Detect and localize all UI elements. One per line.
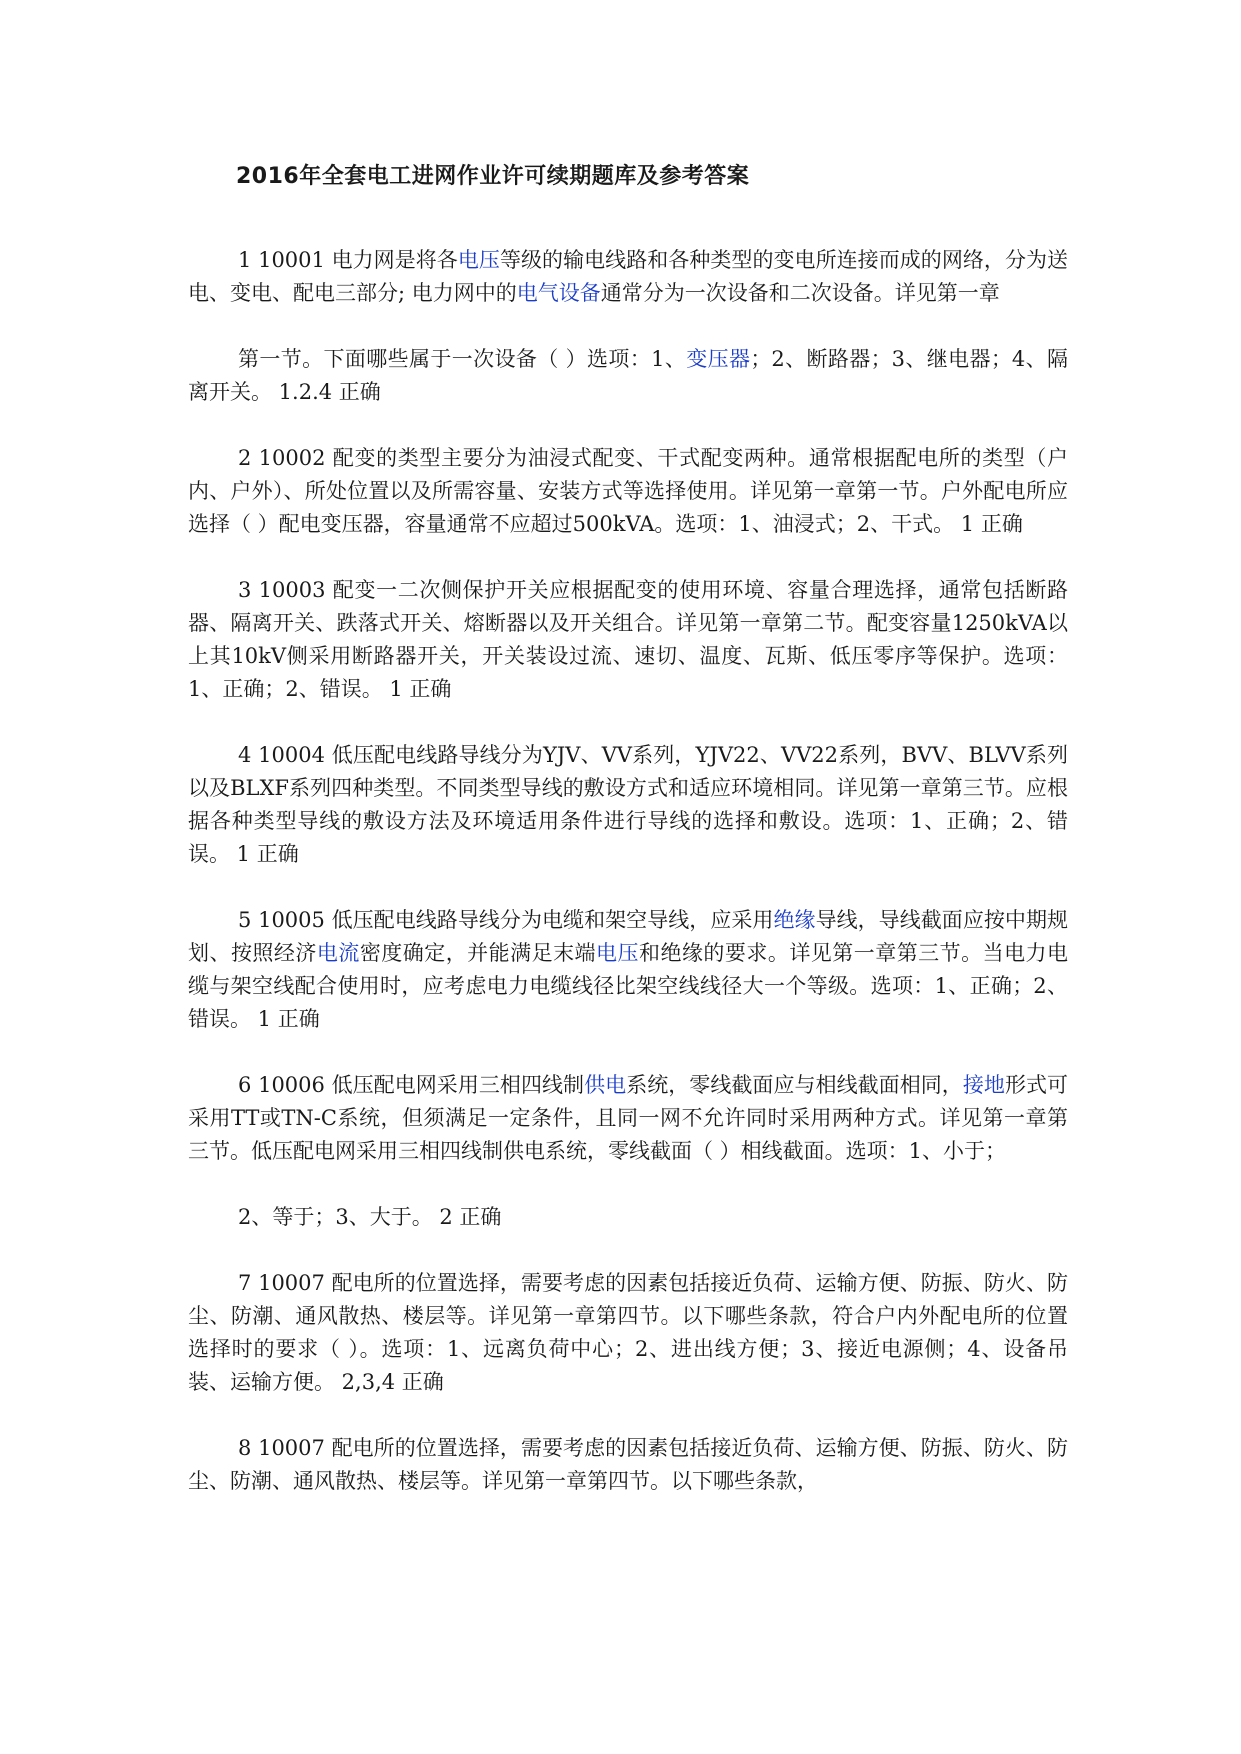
term-link[interactable]: 供电	[584, 1073, 627, 1097]
term-link[interactable]: 电压	[457, 248, 500, 272]
term-link[interactable]: 电流	[316, 941, 360, 965]
paragraph-text: 系统，零线截面应与相线截面相同，	[626, 1073, 963, 1097]
term-link[interactable]: 变压器	[686, 347, 751, 371]
term-link[interactable]: 电气设备	[516, 281, 601, 305]
paragraph-text: 密度确定，并能满足末端	[359, 941, 597, 965]
question-paragraph	[188, 739, 1068, 871]
paragraph-text: 1 10001 电力网是将各	[238, 248, 458, 272]
paragraph-text: ；2、断路器；3、继电器；4、隔离开关。 1.2.4 正确	[188, 347, 1068, 404]
paragraph-text: 7 10007 配电所的位置选择，需要考虑的因素包括接近负荷、运输方便、防振、防火、防尘、防潮、通风散热、楼层等。详见第一章第四节。以下哪些条款，符合户内外配电所的位置选择时的要求（ ）。选项：1、远离负荷中心；2、进出线方便；3、接近电源侧；4、设备吊装、运输方便。 2,3,4 正确	[188, 1271, 1068, 1394]
term-link[interactable]: 电压	[596, 941, 639, 965]
paragraph-text: 形式可采用TT或TN-C系统，但须满足一定条件，且同一网不允许同时采用两种方式。详见第一章第三节。低压配电网采用三相四线制供电系统，零线截面（ ）相线截面。选项：1、小于；	[188, 1073, 1069, 1163]
question-paragraph	[188, 1201, 1068, 1234]
document-body	[188, 244, 1068, 1531]
paragraph-text: 4 10004 低压配电线路导线分为YJV、VV系列，YJV22、VV22系列，BVV、BLVV系列以及BLXF系列四种类型。不同类型导线的敷设方式和适应环境相同。详见第一章第三节。应根据各种类型导线的敷设方法及环境适用条件进行导线的选择和敷设。选项：1、正确；2、错误。 1 正确	[188, 743, 1068, 866]
question-paragraph	[188, 442, 1068, 541]
question-paragraph	[188, 574, 1068, 706]
paragraph-text: 通常分为一次设备和二次设备。详见第一章	[600, 281, 1000, 305]
paragraph-text: 5 10005 低压配电线路导线分为电缆和架空导线，应采用	[238, 908, 774, 932]
paragraph-text: 2、等于；3、大于。 2 正确	[238, 1205, 502, 1229]
paragraph-text: 第一节。下面哪些属于一次设备（ ）选项：1、	[238, 347, 687, 371]
document-title: 2016年全套电工进网作业许可续期题库及参考答案	[236, 164, 750, 189]
paragraph-text: 2 10002 配变的类型主要分为油浸式配变、干式配变两种。通常根据配电所的类型（户内、户外）、所处位置以及所需容量、安装方式等选择使用。详见第一章第一节。户外配电所应选择（ ）配电变压器，容量通常不应超过500kVA。选项：1、油浸式；2、干式。 1 正确	[188, 446, 1068, 536]
question-paragraph	[188, 1432, 1068, 1498]
paragraph-text: 8 10007 配电所的位置选择，需要考虑的因素包括接近负荷、运输方便、防振、防火、防尘、防潮、通风散热、楼层等。详见第一章第四节。以下哪些条款，	[188, 1436, 1068, 1493]
question-paragraph	[188, 1069, 1068, 1168]
question-paragraph	[188, 904, 1068, 1036]
paragraph-text: 6 10006 低压配电网采用三相四线制	[238, 1073, 585, 1097]
paragraph-text: 和绝缘的要求。详见第一章第三节。当电力电缆与架空线配合使用时，应考虑电力电缆线径比架空线线径大一个等级。选项：1、正确；2、错误。 1 正确	[188, 941, 1069, 1031]
question-paragraph	[188, 244, 1068, 310]
paragraph-text: 3 10003 配变一二次侧保护开关应根据配变的使用环境、容量合理选择，通常包括断路器、隔离开关、跌落式开关、熔断器以及开关组合。详见第一章第二节。配变容量1250kVA以上其10kV侧采用断路器开关，开关装设过流、速切、温度、瓦斯、低压零序等保护。选项：1、正确；2、错误。 1 正确	[188, 578, 1068, 701]
term-link[interactable]: 接地	[962, 1073, 1005, 1097]
question-paragraph	[188, 343, 1068, 409]
question-paragraph	[188, 1267, 1068, 1399]
paragraph-text: 等级的输电线路和各种类型的变电所连接而成的网络，分为送电、变电、配电三部分; 电力网中的	[188, 248, 1069, 305]
paragraph-text: 导线，导线截面应按中期规划、按照经济	[188, 908, 1069, 965]
term-link[interactable]: 绝缘	[773, 908, 816, 932]
